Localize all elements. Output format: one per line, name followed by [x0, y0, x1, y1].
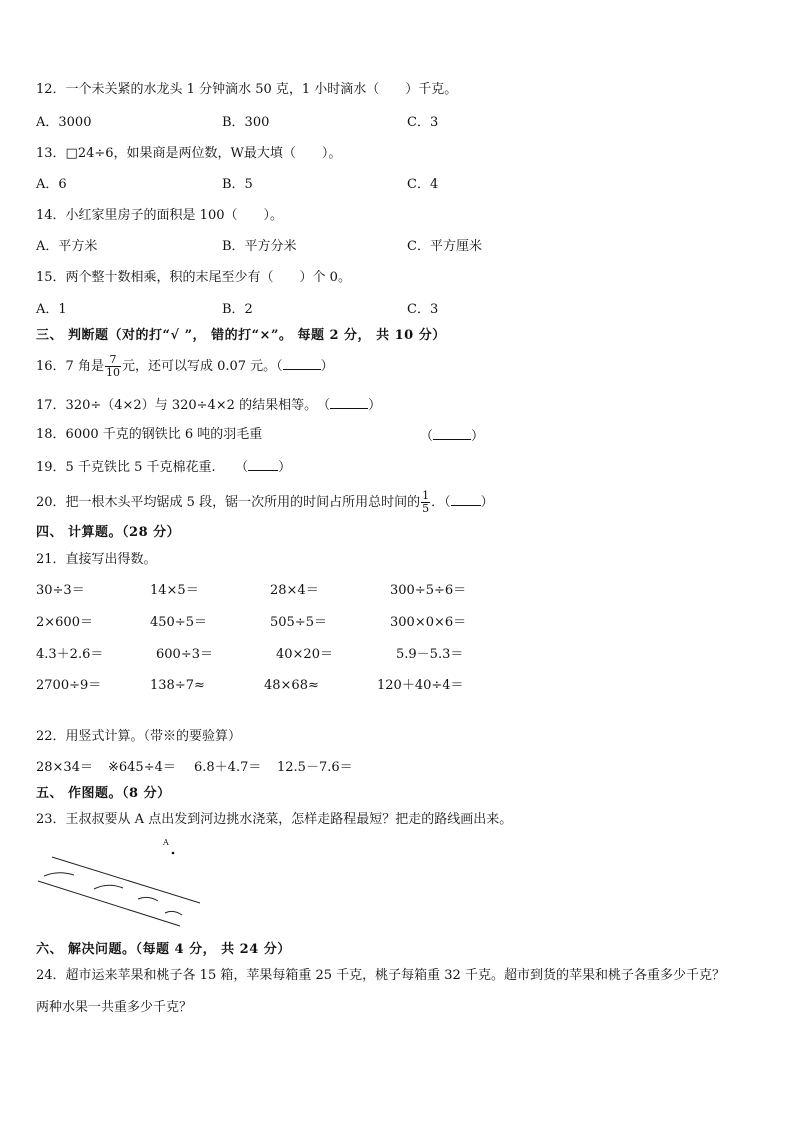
q15-option-a: A．1: [36, 302, 67, 317]
q17-answer-blank[interactable]: [330, 396, 368, 409]
q12-option-a: A．3000: [36, 115, 92, 130]
q20-fraction-numerator: 1: [422, 489, 430, 502]
question-23: 23．王叔叔要从 A 点出发到河边挑水浇菜，怎样走路程最短？把走的路线画出来。: [36, 812, 513, 827]
question-16: [36, 350, 334, 384]
section-5-heading: 五、 作图题。（8 分）: [36, 786, 171, 801]
q19-answer-blank[interactable]: [248, 458, 278, 471]
q20-fraction: [421, 490, 430, 515]
q13-option-a: A．6: [36, 177, 67, 192]
q14-option-a: A．平方米: [36, 239, 98, 254]
calc-r4-c4: 120＋40÷4＝: [377, 678, 464, 693]
q15-option-c: C．3: [407, 302, 439, 317]
question-24-line-2: 两种水果一共重多少千克？: [36, 1000, 193, 1015]
calc-r3-c1: 4.3＋2.6＝: [36, 647, 104, 662]
question-14: 14．小红家里房子的面积是 100（ ）。: [36, 208, 283, 223]
q16-answer-blank[interactable]: [283, 357, 321, 370]
q12-option-b: B．300: [222, 115, 270, 130]
calc-r3-c3: 40×20＝: [276, 647, 333, 662]
question-21-title: 21．直接写出得数。: [36, 552, 157, 567]
q16-text-pre: 16．7 角是: [36, 359, 104, 374]
river-diagram: [30, 835, 230, 935]
point-a-dot: [172, 852, 175, 855]
question-22-title: 22．用竖式计算。（带※的要验算）: [36, 729, 242, 744]
q20-text-pre: 20．把一根木头平均锯成 5 段，锯一次所用的时间占所用总时间的: [36, 495, 421, 510]
river-wave-1: [44, 873, 74, 876]
q17-text: 17．320÷（4×2）与 320÷4×2 的结果相等。 （: [36, 398, 331, 413]
question-13: 13．□24÷6，如果商是两位数，W最大填（ ）。: [36, 146, 342, 161]
q18-close-paren: ）: [471, 429, 485, 444]
q15-option-b: B．2: [222, 302, 253, 317]
q16-close-paren: ）: [320, 359, 334, 374]
riverbank-upper: [52, 857, 200, 903]
q12-option-c: C．3: [407, 115, 439, 130]
q16-fraction-numerator: 7: [105, 354, 121, 367]
calc-r3-c2: 600÷3＝: [156, 647, 213, 662]
calc-r4-c1: 2700÷9＝: [36, 678, 102, 693]
q16-fraction-denominator: 10: [105, 366, 120, 379]
section-3-heading: 三、 判断题（对的打“√ ”， 错的打“×”。 每题 2 分， 共 10 分）: [36, 328, 446, 343]
river-wave-2: [94, 885, 123, 889]
calc-r2-c1: 2×600＝: [36, 615, 93, 630]
section-4-heading: 四、 计算题。（28 分）: [36, 525, 181, 540]
vertical-calc-4: 12.5－7.6＝: [277, 760, 353, 775]
vertical-calc-3: 6.8＋4.7＝: [194, 760, 262, 775]
question-15: 15．两个整十数相乘，积的末尾至少有（ ）个 0。: [36, 270, 351, 285]
q20-answer-blank[interactable]: [451, 493, 481, 506]
vertical-calc-2: ※645÷4＝: [108, 760, 176, 775]
calc-r2-c4: 300×0×6＝: [390, 615, 467, 630]
question-20: [36, 486, 494, 520]
question-12: 12．一个未关紧的水龙头 1 分钟滴水 50 克，1 小时滴水（ ）千克。: [36, 82, 458, 97]
q13-option-c: C．4: [407, 177, 439, 192]
q16-text-post: 元，还可以写成 0.07 元。（: [121, 359, 283, 374]
calc-r1-c4: 300÷5÷6＝: [390, 583, 467, 598]
q17-close-paren: ）: [368, 398, 382, 413]
calc-r3-c4: 5.9－5.3＝: [396, 647, 464, 662]
question-19: [36, 458, 291, 476]
q20-text-post: ．（: [431, 495, 451, 510]
q14-option-c: C．平方厘米: [407, 239, 482, 254]
q20-close-paren: ）: [480, 495, 494, 510]
q13-option-b: B．5: [222, 177, 253, 192]
q18-answer-area: [420, 427, 484, 445]
q16-fraction: [105, 354, 121, 379]
q18-open-paren: （: [420, 429, 434, 444]
q19-close-paren: ）: [278, 460, 292, 475]
river-wave-3: [138, 897, 158, 901]
point-a-label: A: [163, 838, 169, 847]
q20-fraction-denominator: 5: [422, 502, 430, 515]
calc-r4-c3: 48×68≈: [264, 678, 319, 693]
section-6-heading: 六、 解决问题。（每题 4 分， 共 24 分）: [36, 942, 291, 957]
calc-r1-c3: 28×4＝: [270, 583, 319, 598]
vertical-calc-1: 28×34＝: [36, 760, 93, 775]
q18-answer-blank[interactable]: [433, 427, 471, 440]
calc-r2-c3: 505÷5＝: [270, 615, 327, 630]
calc-r2-c2: 450÷5＝: [150, 615, 207, 630]
calc-r4-c2: 138÷7≈: [150, 678, 205, 693]
calc-r1-c1: 30÷3＝: [36, 583, 85, 598]
calc-r1-c2: 14×5＝: [150, 583, 199, 598]
q14-option-b: B．平方分米: [222, 239, 297, 254]
question-24-line-1: 24．超市运来苹果和桃子各 15 箱，苹果每箱重 25 千克，桃子每箱重 32 千克。超市到货的苹果和桃子各重多少千克？: [36, 968, 725, 983]
q19-text: 19．5 千克铁比 5 千克棉花重. （: [36, 460, 249, 475]
question-18: 18．6000 千克的钢铁比 6 吨的羽毛重: [36, 427, 263, 442]
riverbank-lower: [38, 881, 180, 926]
question-17: [36, 396, 381, 414]
river-wave-4: [165, 911, 182, 915]
